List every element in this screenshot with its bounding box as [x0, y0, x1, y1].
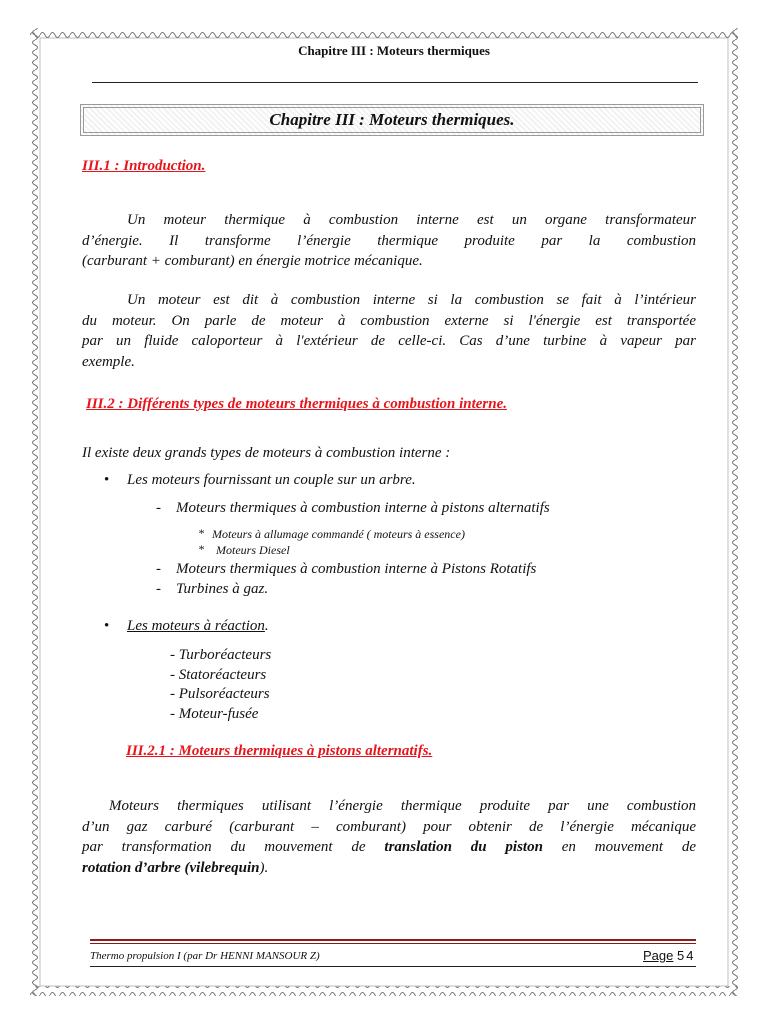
- text-line: d’un gaz carburé (carburant – comburant) pour obtenir de l’énergie mécanique: [82, 818, 696, 835]
- intro-paragraph-2: [82, 290, 696, 372]
- text-line-mixed: [82, 837, 696, 858]
- text-line: exemple.: [82, 353, 135, 370]
- text-span: en mouvement de: [561, 839, 697, 855]
- list-item: - Pulsoréacteurs: [170, 686, 270, 702]
- bullet-couple-arbre: Les moteurs fournissant un couple sur un arbre.: [127, 472, 416, 488]
- list-item-text: Turboréacteurs: [178, 647, 272, 663]
- header-rule: [92, 82, 698, 83]
- section-heading-pistons-alternatifs: III.2.1 : Moteurs thermiques à pistons alternatifs.: [126, 743, 433, 759]
- page-number: [643, 948, 695, 963]
- bullet-moteurs-reaction: [127, 618, 269, 635]
- list-item: - Statoréacteurs: [170, 666, 267, 683]
- chapter-title: Chapitre III : Moteurs thermiques.: [269, 110, 515, 129]
- intro-paragraph-1: [82, 210, 696, 272]
- text-span: ).: [259, 859, 269, 876]
- section-heading-types: III.2 : Différents types de moteurs thermiques à combustion interne.: [86, 396, 507, 412]
- text-line: du moteur. On parle de moteur à combustion externe si l'énergie est transportée: [82, 312, 696, 329]
- running-header: Chapitre III : Moteurs thermiques: [298, 43, 490, 58]
- star-allumage-commande: Moteurs à allumage commandé ( moteurs à essence): [212, 527, 465, 541]
- reaction-period: .: [264, 618, 269, 634]
- footer-bottom-rule: [90, 966, 696, 967]
- footer-author: Thermo propulsion I (par Dr HENNI MANSOUR Z): [90, 950, 320, 962]
- text-line: (carburant + comburant) en énergie motrice mécanique.: [82, 253, 423, 269]
- dash-marker: -: [156, 500, 161, 516]
- section-heading-introduction: III.1 : Introduction.: [82, 158, 206, 174]
- bold-term-rotation: rotation d’arbre (vilebrequin: [82, 859, 260, 876]
- text-span: par transformation du mouvement de: [82, 839, 366, 855]
- page-number-value: 54: [677, 948, 696, 963]
- list-item-text: Pulsoréacteurs: [178, 686, 270, 702]
- bullet-dot: •: [104, 472, 110, 488]
- star-marker: *: [198, 542, 204, 556]
- bullet-dot: •: [104, 618, 110, 634]
- page-label: Page: [643, 948, 674, 963]
- types-intro: Il existe deux grands types de moteurs à combustion interne :: [82, 445, 451, 461]
- star-diesel: Moteurs Diesel: [216, 543, 290, 557]
- text-line: par un fluide caloporteur à l'extérieur de celle-ci. Cas d’une turbine à vapeur par: [82, 333, 696, 349]
- reaction-list: [170, 646, 271, 724]
- footer-rule: [90, 939, 696, 941]
- list-item-text: Moteur-fusée: [178, 705, 259, 722]
- list-item-text: Statoréacteurs: [178, 666, 267, 683]
- text-line: d’énergie. Il transforme l’énergie thermique produite par la combustion: [82, 232, 696, 249]
- list-item: - Moteur-fusée: [170, 705, 259, 722]
- dash-turbines: Turbines à gaz.: [176, 581, 269, 597]
- dash-pistons-alternatifs: Moteurs thermiques à combustion interne à pistons alternatifs: [176, 500, 550, 516]
- dash-marker: -: [156, 561, 161, 577]
- list-item: - Turboréacteurs: [170, 647, 272, 663]
- dash-pistons-rotatifs: Moteurs thermiques à combustion interne à Pistons Rotatifs: [176, 561, 537, 577]
- text-line: Un moteur est dit à combustion interne si la combustion se fait à l’intérieur: [127, 292, 696, 308]
- dash-marker: -: [156, 581, 161, 597]
- reaction-label: Les moteurs à réaction: [127, 618, 265, 634]
- text-line: Un moteur thermique à combustion interne est un organe transformateur: [127, 212, 696, 228]
- star-marker: *: [198, 526, 204, 540]
- text-line: Moteurs thermiques utilisant l’énergie thermique produite par une combustion: [109, 798, 696, 814]
- text-line-mixed: [82, 858, 696, 879]
- bold-term-translation: translation du piston: [384, 839, 543, 855]
- pistons-paragraph: [82, 796, 696, 878]
- footer-rule-thin: [90, 943, 696, 944]
